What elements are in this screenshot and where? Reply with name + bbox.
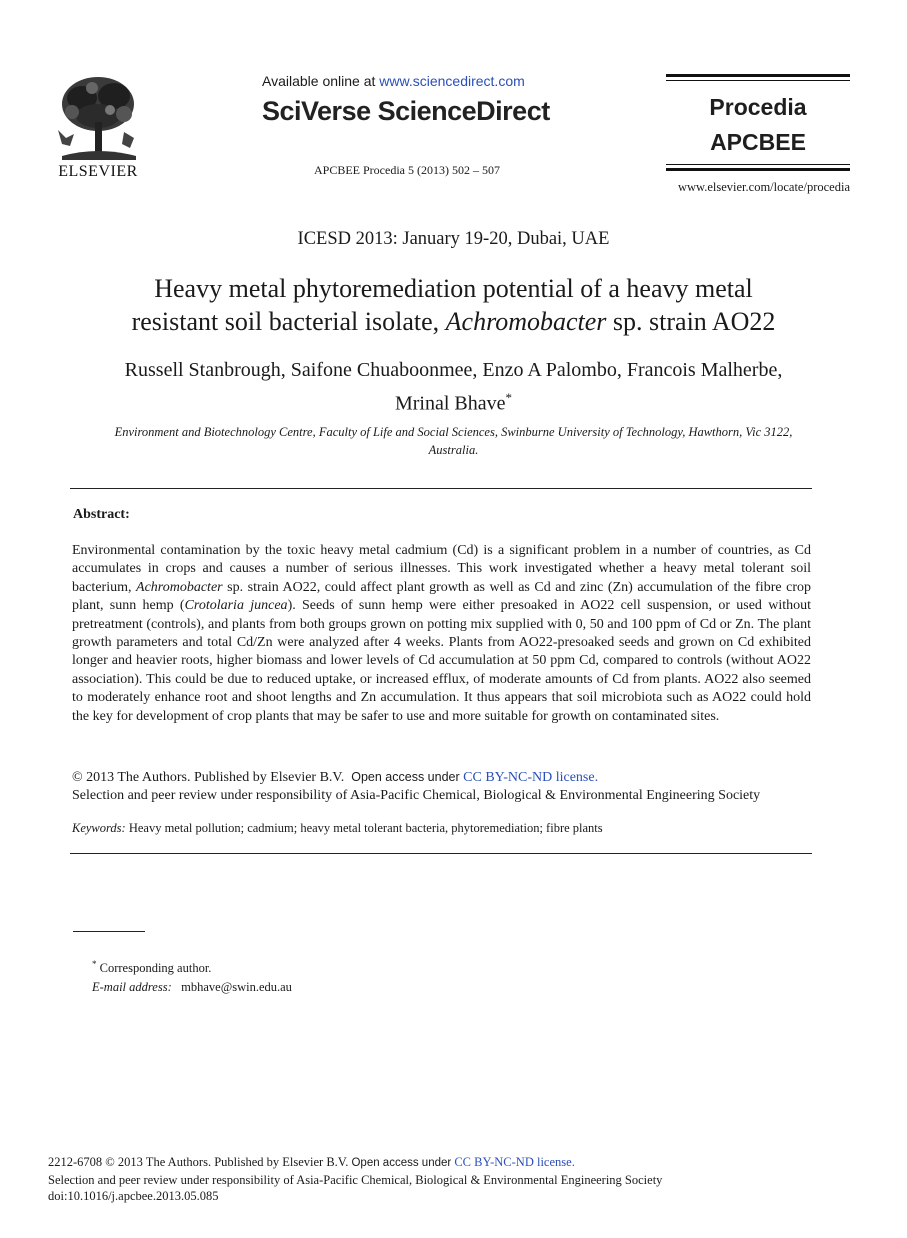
masthead-rule-bottom — [666, 168, 850, 171]
elsevier-tree-icon — [52, 72, 148, 180]
sciverse-logo-text: SciVerse ScienceDirect — [262, 96, 550, 126]
copyright-text: © 2013 The Authors. Published by Elsevier B.V. — [72, 770, 345, 785]
authors-line1: Russell Stanbrough, Saifone Chuaboonmee, Enzo A Palombo, Francois Malherbe, — [124, 359, 783, 381]
corresponding-note — [92, 955, 292, 978]
available-prefix: Available online at — [262, 73, 376, 89]
abstract-species: Achromobacter — [136, 579, 223, 595]
title-line2-prefix: resistant soil bacterial isolate, — [131, 307, 446, 336]
corresponding-marker: * — [505, 390, 513, 405]
copyright-line — [72, 768, 817, 787]
license-link[interactable]: CC BY-NC-ND license. — [463, 770, 599, 785]
footer-review-line: Selection and peer review under responsibility of Asia-Pacific Chemical, Biological & Environmental Engineering Society — [48, 1172, 663, 1187]
masthead-rule-top — [666, 74, 850, 77]
divider-bottom — [70, 853, 812, 854]
affiliation — [60, 423, 847, 459]
available-online-line — [262, 73, 552, 89]
paper-title — [40, 272, 867, 338]
issn-text: 2212-6708 © 2013 The Authors. Published by Elsevier B.V. — [48, 1155, 349, 1169]
footnote-marker: * — [92, 959, 97, 969]
abstract-part3: ). Seeds of sunn hemp were either presoaked in AO22 cell suspension, or used without pretreatment (controls), and plants from both groups grown on potting mix supplied with 0, 50 and 100 ppm of Cd or Zn. The plant growth parameters and total Cd/Zn were analyzed after 4 weeks. Plants from AO22-presoaked seeds and grown on Cd exhibited longer and heavier roots, higher biomass and lower levels of Cd accumulation at 50 ppm Cd, compared to controls (without AO22 association). This could be due to reduced uptake, or increased efflux, of moderate amounts of Cd from plants. AO22 also seemed to moderately enhance root and shoot lengths and Zn accumulation. It thus appears that soil microbiota such as AO22 could hold the key for development of crop plants that may be safer to use and more suitable for growth on contaminated sites. — [72, 598, 811, 724]
sciencedirect-link[interactable]: www.sciencedirect.com — [379, 73, 525, 89]
page-footer — [48, 1154, 888, 1205]
conference-line: ICESD 2013: January 19-20, Dubai, UAE — [297, 229, 610, 249]
corresponding-text: Corresponding author. — [99, 961, 212, 976]
title-line2-suffix: sp. strain AO22 — [606, 307, 776, 336]
abstract-plant-species: Crotolaria juncea — [184, 598, 288, 614]
issn-line — [48, 1154, 888, 1172]
copyright-block — [72, 768, 817, 805]
abstract-text — [72, 542, 811, 726]
author-list — [40, 356, 867, 418]
footnote — [92, 955, 292, 997]
footnote-rule — [73, 931, 145, 932]
title-line2 — [40, 305, 867, 338]
masthead-rule-bottom-thin — [666, 164, 850, 165]
peer-review-line: Selection and peer review under responsibility of Asia-Pacific Chemical, Biological & Environmental Engineering Society — [72, 788, 761, 803]
journal-name-line2: APCBEE — [710, 129, 806, 155]
email-line: E-mail address: mbhave@swin.edu.au — [92, 980, 292, 995]
svg-text:ELSEVIER: ELSEVIER — [58, 163, 138, 180]
corresponding-author-name: Mrinal Bhave — [394, 392, 506, 415]
footer-license-link[interactable]: CC BY-NC-ND license. — [454, 1155, 575, 1169]
journal-url[interactable]: www.elsevier.com/locate/procedia — [677, 180, 850, 194]
abstract-part1: Environmental contamination by the toxic heavy metal cadmium (Cd) is a significant problem in a number of countries, as Cd accumulates in crops and causes a number of serious illnesses. This work investigated whether a heavy metal tolerant soil bacterium, — [72, 543, 811, 595]
affiliation-line1: Environment and Biotechnology Centre, Faculty of Life and Social Sciences, Swinburne University of Technology, Hawthorn, Vic 3122, — [114, 425, 793, 439]
abstract-part2: sp. strain AO22, could affect plant growth as well as Cd and zinc (Zn) accumulation of the fibre crop plant, sunn hemp ( — [72, 579, 811, 614]
keywords-label: Keywords: — [72, 821, 126, 835]
footer-open-access: Open access under — [351, 1157, 452, 1169]
journal-reference: APCBEE Procedia 5 (2013) 502 – 507 — [314, 163, 500, 177]
journal-masthead — [666, 74, 850, 174]
abstract-heading: Abstract: — [73, 507, 130, 522]
email-label: E-mail address — [92, 980, 168, 995]
divider-top — [70, 488, 812, 489]
affiliation-line2: Australia. — [428, 443, 479, 457]
open-access-label: Open access under — [351, 770, 460, 784]
authors-line2 — [40, 384, 867, 418]
email-address[interactable]: mbhave@swin.edu.au — [181, 980, 292, 995]
doi-line[interactable]: doi:10.1016/j.apcbee.2013.05.085 — [48, 1189, 219, 1203]
keywords-text: Heavy metal pollution; cadmium; heavy metal tolerant bacteria, phytoremediation; fibre plants — [128, 821, 603, 835]
title-line2-italic: Achromobacter — [445, 307, 607, 336]
title-line1: Heavy metal phytoremediation potential of a heavy metal — [154, 274, 753, 303]
elsevier-logo — [52, 72, 148, 180]
journal-name-line1: Procedia — [709, 94, 807, 120]
masthead-rule-top-thin — [666, 80, 850, 81]
keywords — [72, 821, 817, 836]
